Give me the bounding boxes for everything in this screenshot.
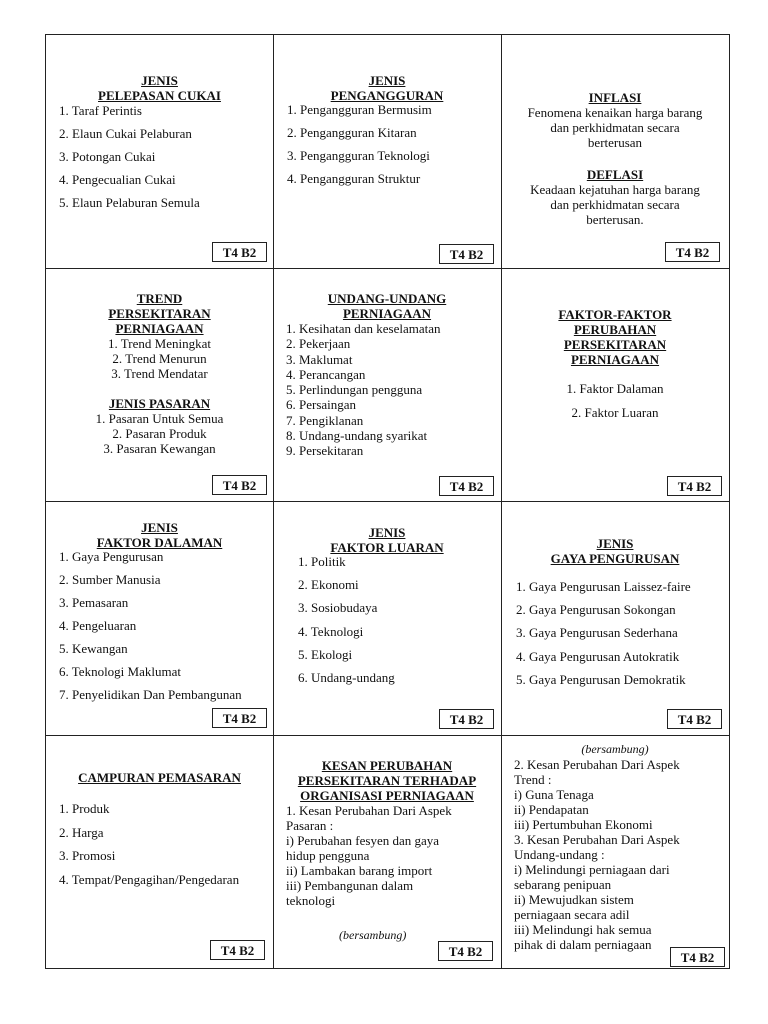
card-list (287, 98, 500, 190)
card-title (47, 291, 272, 336)
list-line: sebarang penipuan (514, 877, 612, 892)
list-line: Pasaran : (286, 818, 334, 833)
list-item: 2. Pasaran Produk (112, 426, 207, 441)
list-item: 1. Taraf Perintis (59, 103, 142, 118)
list-line: ii) Lambakan barang import (286, 863, 433, 878)
list-item: 1. Produk (59, 801, 110, 816)
list-item: 5. Elaun Pelaburan Semula (59, 195, 200, 210)
card-gaya-pengurusan (502, 502, 728, 734)
card-badge: T4 B2 (212, 242, 267, 262)
card-title-line: FAKTOR DALAMAN (96, 535, 223, 550)
list-line: ii) Pendapatan (514, 802, 589, 817)
list-line: i) Guna Tenaga (514, 787, 594, 802)
card-faktor-luaran (274, 502, 500, 734)
card-title-line: GAYA PENGURUSAN (550, 551, 680, 566)
list-item: 2. Sumber Manusia (59, 572, 161, 587)
list-item: 3. Pasaran Kewangan (103, 441, 216, 456)
list-line: iii) Pembangunan dalam (286, 878, 414, 893)
list-item: 5. Perlindungan pengguna (286, 382, 423, 398)
card-title: CAMPURAN PEMASARAN (78, 770, 241, 785)
card-list (286, 321, 500, 459)
list-item: 5. Gaya Pengurusan Demokratik (516, 671, 686, 687)
list-line: i) Perubahan fesyen dan gaya (286, 833, 440, 848)
list-item: 4. Pengeluaran (59, 618, 137, 633)
card-list (59, 99, 272, 214)
paragraph-line: Fenomena kenaikan harga barang (527, 105, 703, 120)
list-item: 3. Maklumat (286, 351, 353, 367)
card-faktor-perubahan (502, 269, 728, 500)
card-undang-undang-perniagaan (274, 269, 500, 500)
card-inflasi-deflasi (502, 36, 728, 267)
card-title-line: FAKTOR-FAKTOR (558, 307, 672, 322)
card-title-line: PENGANGGURAN (330, 88, 444, 103)
card-title-line: PERSEKITARAN (563, 337, 667, 352)
card-badge: T4 B2 (667, 476, 722, 496)
continued-note: (bersambung) (339, 928, 407, 942)
list-line: perniagaan secara adil (514, 907, 630, 922)
card-list (298, 550, 500, 689)
card-badge: T4 B2 (670, 947, 725, 967)
list-item: 1. Gaya Pengurusan (59, 549, 164, 564)
list-item: 9. Persekitaran (286, 443, 364, 459)
card-list (502, 377, 728, 425)
card-kesan-perubahan-sambungan (502, 736, 728, 967)
paragraph-line: dan perkhidmatan secara (550, 120, 680, 135)
list-line: iii) Melindungi hak semua (514, 922, 652, 937)
card-title-line: PERNIAGAAN (342, 306, 432, 321)
card-title-line: ORGANISASI PERNIAGAAN (300, 788, 474, 803)
list-item: 5. Kewangan (59, 641, 128, 656)
card-list (514, 757, 728, 952)
list-item: 2. Pengangguran Kitaran (287, 125, 417, 140)
list-line: hidup pengguna (286, 848, 370, 863)
paragraph-line: Keadaan kejatuhan harga barang (530, 182, 700, 197)
list-line: ii) Mewujudkan sistem (514, 892, 634, 907)
list-item: 6. Persaingan (286, 397, 357, 413)
card-title-line: FAKTOR LUARAN (330, 540, 444, 555)
card-paragraph (502, 105, 728, 150)
list-item: 1. Pasaran Untuk Semua (95, 411, 224, 426)
list-line: 2. Kesan Perubahan Dari Aspek (514, 757, 680, 772)
list-item: 6. Undang-undang (298, 670, 395, 686)
card-title: JENIS PASARAN (108, 396, 211, 411)
card-list (47, 336, 272, 381)
list-item: 1. Faktor Dalaman (566, 381, 664, 396)
card-title-line: PERNIAGAAN (115, 321, 204, 336)
list-line: iii) Pertumbuhan Ekonomi (514, 817, 653, 832)
list-item: 7. Pengiklanan (286, 412, 364, 428)
list-item: 4. Perancangan (286, 366, 366, 382)
list-item: 3. Potongan Cukai (59, 149, 156, 164)
card-title-line: UNDANG-UNDANG (327, 291, 447, 306)
list-line: Trend : (514, 772, 552, 787)
card-title (274, 758, 500, 803)
card-title-line: JENIS (141, 520, 178, 535)
continued-note: (bersambung) (581, 742, 649, 756)
list-item: 4. Teknologi (298, 623, 364, 639)
list-item: 4. Tempat/Pengagihan/Pengedaran (59, 871, 240, 887)
card-badge: T4 B2 (439, 476, 494, 496)
card-badge: T4 B2 (439, 709, 494, 729)
paragraph-line: dan perkhidmatan secara (550, 197, 680, 212)
list-line: i) Melindungi perniagaan dari (514, 862, 670, 877)
card-badge: T4 B2 (438, 941, 493, 961)
card-title-line: JENIS (368, 525, 406, 540)
card-title: INFLASI (588, 90, 642, 105)
list-item: 4. Gaya Pengurusan Autokratik (516, 648, 680, 664)
card-title (502, 536, 728, 566)
list-item: 1. Politik (298, 554, 346, 569)
card-campuran-pemasaran (47, 736, 272, 967)
list-item: 3. Pemasaran (59, 595, 129, 610)
card-title: DEFLASI (586, 167, 644, 182)
list-line: Undang-undang : (514, 847, 605, 862)
card-badge: T4 B2 (665, 242, 720, 262)
card-list (286, 803, 500, 908)
list-item: 7. Penyelidikan Dan Pembangunan (59, 687, 242, 702)
list-item: 3. Sosiobudaya (298, 600, 378, 616)
card-faktor-dalaman (47, 502, 272, 734)
list-item: 8. Undang-undang syarikat (286, 428, 428, 444)
card-list (59, 545, 272, 706)
card-pengangguran (274, 36, 500, 267)
list-item: 2. Ekonomi (298, 577, 359, 593)
list-item: 2. Elaun Cukai Pelaburan (59, 126, 192, 141)
card-pelepasan-cukai (47, 36, 272, 267)
list-item: 2. Harga (59, 824, 104, 840)
list-line: 1. Kesan Perubahan Dari Aspek (286, 803, 452, 818)
card-badge: T4 B2 (210, 940, 265, 960)
list-item: 2. Pekerjaan (286, 336, 351, 352)
card-title-line: JENIS (596, 536, 634, 551)
list-item: 1. Pengangguran Bermusim (287, 102, 432, 117)
list-item: 2. Gaya Pengurusan Sokongan (516, 602, 676, 618)
list-item: 4. Pengecualian Cukai (59, 172, 176, 187)
paragraph-line: berterusan (587, 135, 643, 150)
card-title-line: JENIS (368, 73, 406, 88)
list-item: 3. Pengangguran Teknologi (287, 148, 430, 163)
card-paragraph (502, 182, 728, 227)
list-line: teknologi (286, 893, 336, 908)
list-item: 2. Faktor Luaran (571, 405, 659, 420)
card-trend-persekitaran (47, 269, 272, 500)
list-line: pihak di dalam perniagaan (514, 937, 652, 952)
list-item: 5. Ekologi (298, 646, 353, 662)
card-kesan-perubahan (274, 736, 500, 967)
card-badge: T4 B2 (212, 708, 267, 728)
list-item: 1. Kesihatan dan keselamatan (286, 321, 441, 336)
list-item: 1. Gaya Pengurusan Laissez-faire (516, 579, 691, 594)
list-item: 3. Gaya Pengurusan Sederhana (516, 625, 678, 641)
card-badge: T4 B2 (212, 475, 267, 495)
list-line: 3. Kesan Perubahan Dari Aspek (514, 832, 680, 847)
paragraph-line: berterusan. (586, 212, 644, 227)
card-title-line: PERUBAHAN (573, 322, 657, 337)
list-item: 4. Pengangguran Struktur (287, 171, 421, 186)
list-item: 6. Teknologi Maklumat (59, 664, 181, 679)
card-badge: T4 B2 (667, 709, 722, 729)
card-badge: T4 B2 (439, 244, 494, 264)
list-item: 2. Trend Menurun (112, 351, 207, 366)
card-title (502, 307, 728, 367)
card-title-line: JENIS (141, 73, 178, 88)
card-title-line: PERNIAGAAN (570, 352, 660, 367)
card-list (47, 411, 272, 456)
card-title-line: PELEPASAN CUKAI (98, 88, 221, 103)
card-title-line: TREND (136, 291, 183, 306)
card-title-line: PERSEKITARAN (108, 306, 211, 321)
card-list (59, 797, 272, 891)
list-item: 3. Trend Mendatar (111, 366, 208, 381)
list-item: 3. Promosi (59, 848, 116, 863)
card-title-line: PERSEKITARAN TERHADAP (297, 773, 477, 788)
card-title-line: KESAN PERUBAHAN (321, 758, 453, 773)
card-title (274, 291, 500, 321)
card-list (516, 575, 728, 691)
list-item: 1. Trend Meningkat (108, 336, 211, 351)
